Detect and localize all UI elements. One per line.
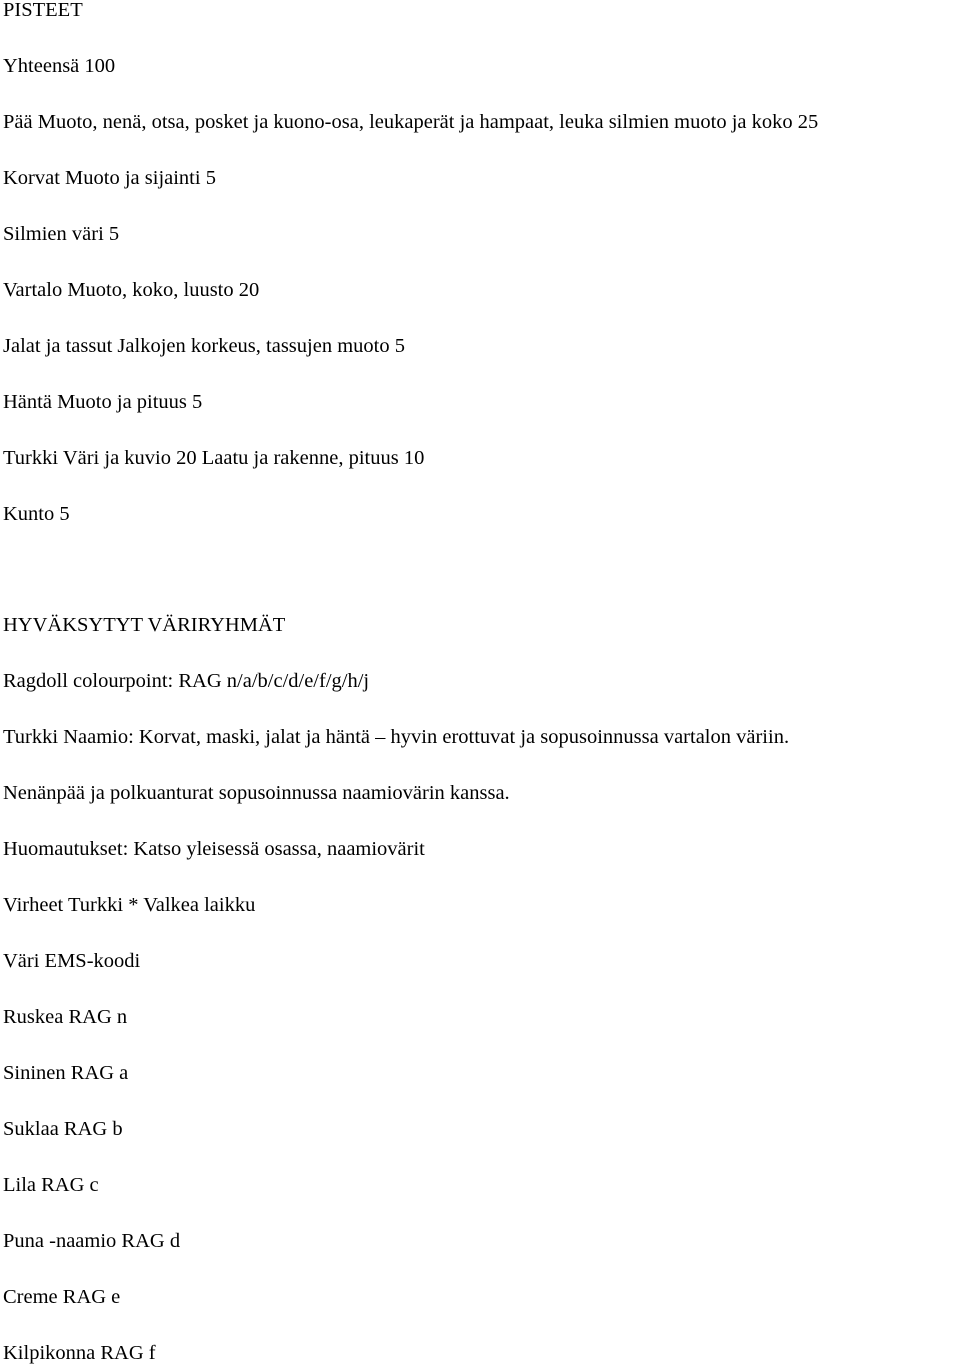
- text-line-color-brown: Ruskea RAG n: [3, 1006, 128, 1028]
- text-line-coat: Turkki Väri ja kuvio 20 Laatu ja rakenne, pituus 10: [3, 447, 425, 469]
- text-line-tail: Häntä Muoto ja pituus 5: [3, 391, 203, 413]
- text-line-color-chocolate: Suklaa RAG b: [3, 1118, 123, 1140]
- section-heading-color-groups: HYVÄKSYTYT VÄRIRYHMÄT: [3, 614, 286, 636]
- text-line-color-blue: Sininen RAG a: [3, 1062, 129, 1084]
- text-line-ears: Korvat Muoto ja sijainti 5: [3, 167, 216, 189]
- text-line-remarks: Huomautukset: Katso yleisessä osassa, naamiovärit: [3, 838, 425, 860]
- text-line-ragdoll-colourpoint: Ragdoll colourpoint: RAG n/a/b/c/d/e/f/g/h/j: [3, 670, 370, 692]
- text-line-coat-mask: Turkki Naamio: Korvat, maski, jalat ja häntä – hyvin erottuvat ja sopusoinnussa vartalon väriin.: [3, 726, 790, 748]
- text-line-body: Vartalo Muoto, koko, luusto 20: [3, 279, 260, 301]
- text-line-eye-color: Silmien väri 5: [3, 223, 120, 245]
- section-heading-pisteet: PISTEET: [3, 0, 83, 21]
- text-line-nose-paw-pads: Nenänpää ja polkuanturat sopusoinnussa naamiovärin kanssa.: [3, 782, 510, 804]
- text-line-faults: Virheet Turkki * Valkea laikku: [3, 894, 256, 916]
- text-line-head: Pää Muoto, nenä, otsa, posket ja kuono-osa, leukaperät ja hampaat, leuka silmien muoto ja koko 25: [3, 111, 819, 133]
- text-line-color-lilac: Lila RAG c: [3, 1174, 99, 1196]
- text-line-color-red: Puna -naamio RAG d: [3, 1230, 181, 1252]
- text-line-color-cream: Creme RAG e: [3, 1286, 121, 1308]
- text-line-condition: Kunto 5: [3, 503, 70, 525]
- text-line-color-tortie: Kilpikonna RAG f: [3, 1342, 156, 1364]
- text-line-total: Yhteensä 100: [3, 55, 116, 77]
- text-line-legs-paws: Jalat ja tassut Jalkojen korkeus, tassujen muoto 5: [3, 335, 405, 357]
- text-line-color-ems-header: Väri EMS-koodi: [3, 950, 141, 972]
